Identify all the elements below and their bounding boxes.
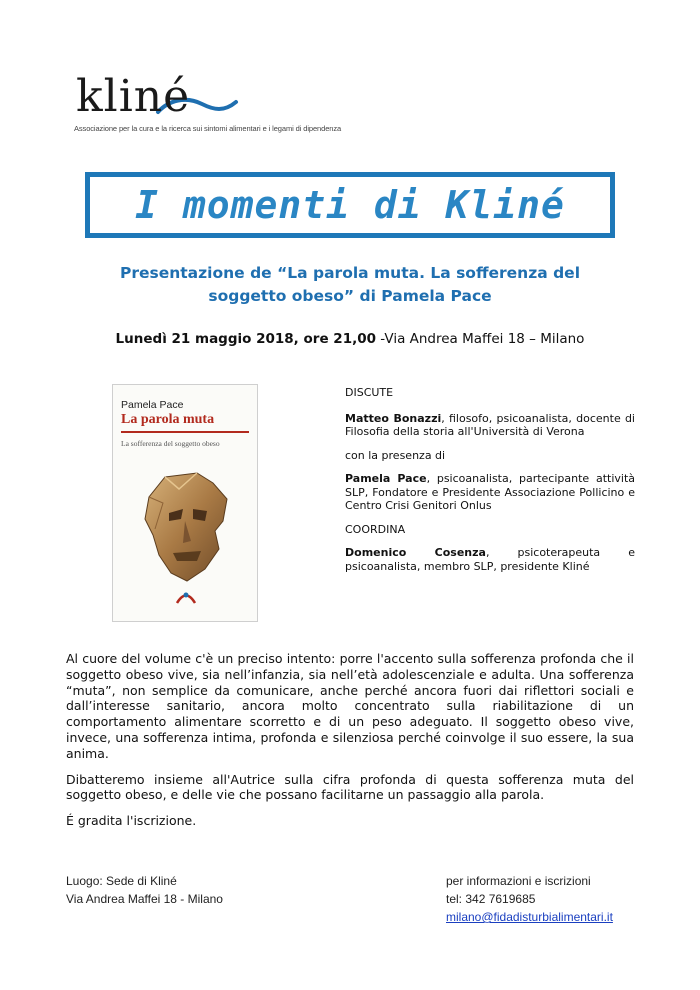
cover-subtitle: La sofferenza del soggetto obeso [121,439,220,448]
body-paragraph-2: Dibatteremo insieme all'Autrice sulla cifra profonda di questa sofferenza muta del soggetto obeso, e delle vie che possano facilitarne un passaggio alla parola. [66,771,634,803]
presentation-heading [60,262,640,308]
logo-tagline: Associazione per la cura e la ricerca sui sintomi alimentari e i legami di dipendenza [74,124,342,133]
presenza-desc: , psicoanalista, partecipante attività SLP, Fondatore e Presidente Associazione Pollicino e Centro Crisi Genitori Onlus [345,472,635,512]
title-banner [85,172,615,238]
footer-email-link[interactable]: milano@fidadisturbialimentari.it [446,910,613,924]
publisher-logo-icon [175,589,197,607]
footer-tel: tel: 342 7619685 [446,892,536,906]
footer-location [66,872,366,908]
event-date-time: Lunedì 21 maggio 2018, ore 21,00 [115,331,377,347]
presentation-heading-line1: Presentazione de “La parola muta. La sofferenza del [119,264,581,282]
event-dateline [60,331,640,347]
speakers-column [345,386,635,583]
cover-author: Pamela Pace [121,399,184,411]
presentation-heading-line2: soggetto obeso” di Pamela Pace [208,287,492,305]
discute-desc: , filosofo, psicoanalista, docente di Filosofia della storia all'Università di Verona [345,411,635,438]
banner-title: I momenti di Kliné [135,183,565,227]
coordina-entry [345,546,635,573]
event-place: -Via Andrea Maffei 18 – Milano [376,331,585,347]
discute-label: DISCUTE [345,386,394,399]
presenza-name: Pamela Pace [345,472,427,485]
cover-title: La parola muta [121,412,215,427]
cover-rule [121,431,249,433]
presenza-entry [345,472,635,513]
footer-luogo: Luogo: Sede di Kliné [66,874,177,888]
discute-entry [345,412,635,439]
kline-logo [74,71,342,142]
coordina-name: Domenico Cosenza [345,546,486,559]
body-text [66,651,634,839]
footer-info: per informazioni e iscrizioni [446,874,591,888]
book-cover [112,384,258,622]
coordina-desc: , psicoterapeuta e psicoanalista, membro SLP, presidente Kliné [345,546,635,573]
logo-wordmark: kliné [76,71,191,122]
body-paragraph-3: É gradita l'iscrizione. [66,813,197,829]
footer-contact [446,872,676,926]
coordina-label: COORDINA [345,522,406,536]
cover-mask-image [135,469,235,589]
footer-address: Via Andrea Maffei 18 - Milano [66,892,223,906]
discute-name: Matteo Bonazzi [345,411,442,425]
presenza-label: con la presenza di [345,448,446,462]
body-paragraph-1: Al cuore del volume c'è un preciso intento: porre l'accento sulla sofferenza profonda che il soggetto obeso vive, sia nell’infanzia, sia nell’età adolescenziale e adulta. Una sofferenza “muta”, non semplice da comunicare, anche perché ancora fuori dai riflettori sociali e dall’interesse sanitario, ancora molto concentrato sulla riabilitazione di un comportamento alimentare scorretto e di un peso adeguato. Il soggetto obeso vive, invece, una sofferenza intima, profonda e silenziosa perché coinvolge il suo essere, la sua anima. [66,651,634,761]
